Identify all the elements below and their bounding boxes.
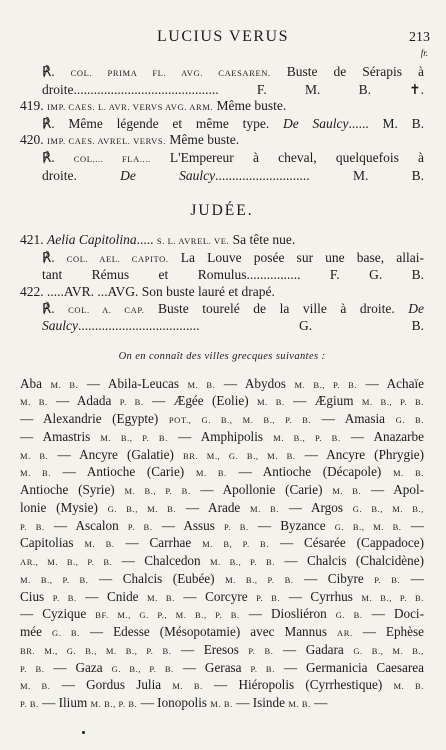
line-text: La Louve posée sur une base, allai- <box>168 249 424 265</box>
abbrev-text: AR., M. B., P. B. <box>20 557 113 568</box>
text-line <box>20 116 424 133</box>
text-line <box>20 64 424 82</box>
line-text: 421. <box>20 232 47 248</box>
line-text: — Abydos <box>215 375 295 391</box>
line-text: — Chalcedon <box>112 553 210 569</box>
abbrev-text: M. B., P. B. <box>294 379 358 390</box>
abbrev-text: M. B., P. B. <box>273 432 341 443</box>
section-title: JUDÉE. <box>190 202 254 220</box>
line-text: ...... M. B. <box>348 115 425 131</box>
line-text: lonie (Mysie) <box>20 499 108 515</box>
line-text: Même buste. <box>213 98 287 114</box>
line-text: Sa tête nue. <box>229 232 296 248</box>
abbrev-text: G. B. <box>51 628 80 639</box>
line-text: 419. <box>20 98 47 114</box>
abbrev-text: M. B., P. B. <box>100 432 168 443</box>
cities-list <box>20 376 424 713</box>
line-text: — Apollonie (Carie) <box>190 482 333 498</box>
abbrev-text: M. B., P. B. <box>225 574 294 585</box>
line-text: — Eresos <box>171 641 249 657</box>
line-text: — Hiéropolis (Cyrrhestique) <box>202 677 394 693</box>
abbrev-text: M. B. <box>288 699 311 710</box>
unit-label: fr. <box>420 48 428 58</box>
line-text: — Gaza <box>44 659 112 675</box>
abbrev-text: P. B. <box>127 521 153 532</box>
abbrev-text: M. B. <box>250 503 280 514</box>
line-text: — Antioche (Carie) <box>51 464 196 480</box>
text-line <box>20 677 424 695</box>
line-text: — Chalcis (Eubée) <box>88 570 226 586</box>
cities-subtitle: On en connaît des villes grecques suivantes : <box>118 350 326 362</box>
line-text: — Carrhae <box>114 535 203 551</box>
abbrev-text: M. B. <box>332 486 362 497</box>
text-line <box>20 168 424 185</box>
abbrev-text: P. B. <box>250 663 275 674</box>
line-text: Aba <box>20 375 51 391</box>
abbrev-text: P. B. <box>20 699 39 710</box>
line-text: ................ <box>246 267 301 283</box>
abbrev-text: P. B. <box>20 663 45 674</box>
line-text: 422. .....AVR. ...AVG. Son buste lauré et drapé. <box>20 283 275 299</box>
text-line <box>20 132 424 150</box>
abbrev-text: IMP. CAES. L. AVR. VERVS AVG. ARM. <box>47 102 214 113</box>
page-mark <box>82 731 85 734</box>
line-text: — Alexandrie (Egypte) <box>20 411 169 427</box>
text-line <box>20 500 424 518</box>
abbrev-text: M. B., P. B. <box>20 574 89 585</box>
line-text: — Argos <box>279 499 353 515</box>
line-text: — Cibyre <box>293 570 375 586</box>
text-line <box>20 284 424 301</box>
line-text: droite. <box>42 167 121 183</box>
line-text: — Amphipolis <box>167 428 274 444</box>
text-line <box>20 318 424 335</box>
text-line <box>20 624 424 642</box>
abbrev-text: COL. PRIMA FL. AVG. CAESAREN. <box>70 68 271 78</box>
abbrev-text: M. B. <box>393 468 425 479</box>
entries-block <box>20 64 424 713</box>
line-text: F. M. B. ✝. <box>218 81 424 97</box>
line-text: — Germanicia Caesarea <box>274 659 424 675</box>
line-text: — Arade <box>176 499 251 515</box>
abbrev-text: M. B. <box>210 699 233 710</box>
text-line <box>20 150 424 168</box>
abbrev-text: M. B, P. B. <box>202 539 270 550</box>
abbrev-text: M. B. <box>195 468 227 479</box>
line-text: droite <box>42 81 74 97</box>
text-line <box>20 695 424 713</box>
abbrev-text: P. B. <box>248 645 274 656</box>
abbrev-text: M. B., P. B. <box>124 486 191 497</box>
text-line <box>20 232 424 250</box>
line-text: — Abila-Leucas <box>78 375 188 391</box>
abbrev-text: P. B. <box>374 574 401 585</box>
text-line <box>20 553 424 571</box>
text-line <box>20 518 424 536</box>
abbrev-text: M. B. <box>257 397 285 408</box>
text-line <box>20 250 424 268</box>
line-text: Même buste. <box>165 132 240 148</box>
line-text: .................................... <box>78 318 200 334</box>
line-text: — Antioche (Décapole) <box>226 464 394 480</box>
abbrev-text: M. B., P. B. <box>361 592 424 603</box>
line-text: — <box>310 695 328 711</box>
line-text: — Anazarbe <box>340 428 424 444</box>
line-text: — Gerasa <box>173 659 251 675</box>
text-line <box>20 447 424 465</box>
line-text: 420. <box>20 132 47 148</box>
text-line <box>20 482 424 500</box>
text-line <box>20 589 424 607</box>
line-text: mée <box>20 624 52 640</box>
line-text: — Gordus Julia <box>50 677 173 693</box>
line-text: ............................ M. B. <box>215 167 424 183</box>
line-text: — Ancyre (Phrygie) <box>295 446 424 462</box>
line-text: — Césarée (Cappadoce) <box>269 535 424 551</box>
abbrev-text: M. B. <box>20 450 49 461</box>
text-line <box>20 535 424 553</box>
line-text: Antioche (Syrie) <box>20 482 125 498</box>
line-text: — Isinde <box>232 695 289 711</box>
line-text: — Ilium <box>38 695 91 711</box>
abbrev-text: G. B., M. B., <box>352 503 424 514</box>
text-line <box>20 267 424 284</box>
line-text: — Ionopolis <box>137 695 211 711</box>
line-text: — <box>400 570 424 586</box>
line-text: L'Empereur à cheval, quelquefois à <box>150 149 424 165</box>
line-text: — Cyrrhus <box>280 588 362 604</box>
line-text: tant Rémus et Romulus <box>42 267 247 283</box>
line-text: Cius <box>20 588 53 604</box>
line-text: — Edesse (Mésopotamie) avec Mannus <box>79 624 337 640</box>
abbrev-text: G. B., M. B. <box>334 521 402 532</box>
text-line <box>20 642 424 660</box>
line-text: — Cyzique <box>20 606 96 622</box>
abbrev-text: P. B. <box>52 592 77 603</box>
page-header <box>0 28 446 58</box>
line-text: — Ægée (Eolie) <box>143 393 257 409</box>
line-text: — Ephèse <box>352 624 424 640</box>
abbrev-text: G. B., P. B. <box>111 663 174 674</box>
abbrev-text: P. B. <box>256 592 281 603</box>
abbrev-text: AR. <box>336 628 353 639</box>
italic-text: De <box>408 300 424 316</box>
abbrev-text: IMP. CAES. AVREL. VERVS. <box>47 136 166 147</box>
line-text: — Ancyre (Galatie) <box>48 446 183 462</box>
abbrev-text: COL.... FLA.... <box>73 153 151 164</box>
abbrev-text: G. B., M. B. <box>107 503 177 514</box>
line-text: Capitolias <box>20 535 85 551</box>
line-text: — Cnide <box>76 588 148 604</box>
abbrev-text: M. B. <box>20 681 51 692</box>
abbrev-text: M. B. <box>172 681 203 692</box>
line-text: F. G. B. <box>300 267 424 283</box>
abbrev-text: M. B., P. B. <box>90 699 138 710</box>
abbrev-text: P. B. <box>20 521 45 532</box>
text-line <box>20 98 424 116</box>
page-number: 213 <box>409 30 430 45</box>
line-text: — Chalcis (Chalcidène) <box>275 553 424 569</box>
line-text: — Gadara <box>273 641 354 657</box>
abbrev-text: BF. M., G. P., M. B., P. B. <box>95 610 240 621</box>
line-text: ℟. <box>42 300 69 316</box>
line-text: — Diosliéron <box>239 606 336 622</box>
line-text: — Amasia <box>311 411 396 427</box>
abbrev-text: BR. M., G. B., M. B. <box>182 450 296 461</box>
abbrev-text: BR. M., G. B., M. B., P. B. <box>20 645 172 656</box>
line-text: ℟. <box>42 64 71 79</box>
line-text: ℟. <box>42 149 74 165</box>
text-line <box>20 393 424 411</box>
line-text: — Ægium <box>284 393 362 409</box>
line-text: — Corcyre <box>174 588 257 604</box>
text-line <box>20 411 424 429</box>
abbrev-text: M. B. <box>393 681 424 692</box>
italic-text: Saulcy <box>42 318 78 334</box>
line-text: — Apol- <box>361 482 424 498</box>
italic-text: Aelia Capitolina <box>47 232 137 248</box>
abbrev-text: M. B. <box>187 379 216 390</box>
text-line <box>20 376 424 394</box>
abbrev-text: POT., G. B., M. B., P. B. <box>168 415 312 426</box>
verus-entries <box>20 64 424 184</box>
text-line <box>20 571 424 589</box>
abbrev-text: M. B. <box>147 592 175 603</box>
abbrev-text: M. B., P. B. <box>361 397 424 408</box>
text-line <box>20 606 424 624</box>
line-text: Buste tourelé de la ville à droite. <box>144 300 409 316</box>
line-text: — Byzance <box>248 517 335 533</box>
line-text: Buste de Sérapis à <box>270 64 424 79</box>
abbrev-text: COL. AEL. CAPITO. <box>66 253 169 264</box>
italic-text: De Saulcy <box>282 115 349 131</box>
abbrev-text: M. B. <box>50 379 79 390</box>
line-text: G. B. <box>199 318 424 334</box>
judee-entries <box>20 232 424 335</box>
abbrev-text: P. B. <box>119 397 144 408</box>
line-text: — Amastris <box>20 428 101 444</box>
text-line <box>20 660 424 678</box>
line-text: ℟. <box>42 249 67 265</box>
line-text: — Adada <box>47 393 120 409</box>
text-line <box>20 429 424 447</box>
text-line <box>20 82 424 99</box>
abbrev-text: G. B., M. B., <box>353 645 424 656</box>
abbrev-text: G. B. <box>395 415 425 426</box>
abbrev-text: G. B. <box>335 610 363 621</box>
line-text: ℟. Même légende et même type. <box>42 115 283 131</box>
abbrev-text: S. L. AVREL. VE. <box>156 236 230 247</box>
line-text: — Doci- <box>362 606 424 622</box>
abbrev-text: M. B. <box>84 539 115 550</box>
line-text: — Ascalon <box>44 517 128 533</box>
text-line <box>20 464 424 482</box>
line-text: — Assus <box>152 517 225 533</box>
abbrev-text: M. B. <box>20 468 51 479</box>
line-text: — Achaïe <box>357 375 424 391</box>
abbrev-text: P. B. <box>224 521 249 532</box>
abbrev-text: M. B., P. B. <box>209 557 276 568</box>
line-text: — <box>401 517 424 533</box>
abbrev-text: COL. A. CAP. <box>68 304 145 315</box>
text-line <box>20 301 424 319</box>
running-title: LUCIUS VERUS <box>157 28 289 45</box>
italic-text: De Saulcy <box>120 167 216 183</box>
line-text: ........................................... <box>73 81 219 97</box>
line-text: ..... <box>136 232 157 248</box>
abbrev-text: M. B. <box>20 397 48 408</box>
